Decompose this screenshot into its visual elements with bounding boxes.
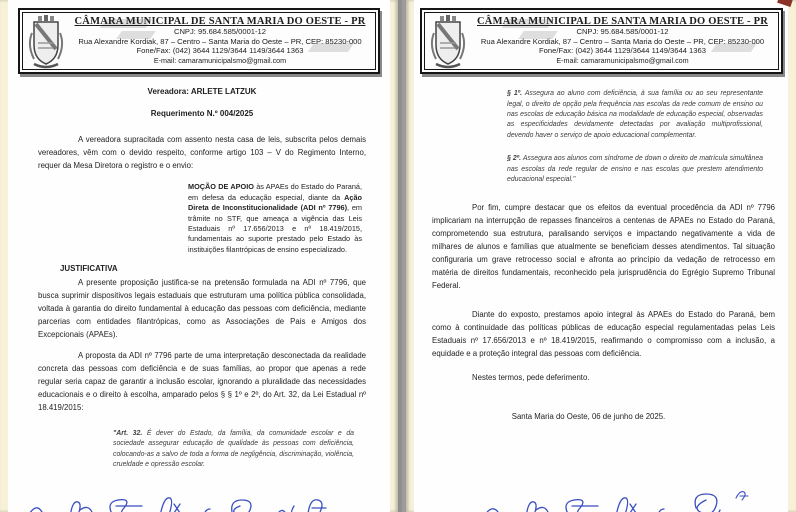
letterhead: [18, 8, 380, 74]
quote-article-label: "Art. 32.: [113, 430, 143, 438]
body-paragraph: Diante do exposto, prestamos apoio integral às APAEs do Estado do Paraná, bem como à continuidade das políticas públicas de educação especial regulamentadas pelas Leis Estaduais nº 17.656/2013 e nº 18.419/2015, reafirmando o compromisso com a inclusão, a equidade e a proteção integral das pessoas com deficiência.: [432, 310, 775, 359]
legal-quote: [507, 154, 763, 185]
page-right: [406, 0, 796, 512]
mocao-block: [188, 182, 362, 255]
author-line: Vereadora: ARLETE LATZUK: [147, 87, 257, 97]
legal-quote: [507, 89, 763, 141]
letterhead-inner: [424, 12, 779, 70]
legal-quote: [113, 429, 354, 470]
quote-paragraph-label: § 2º.: [507, 155, 522, 163]
signatures: [414, 486, 788, 512]
intro-paragraph: A vereadora supracitada com assento nesta casa de leis, subscrita pelos demais vereadores, vêm com o devido respeito, conforme artigo 103 – V do Regimento Interno, requer da Mesa Diretora o registro e o envio:: [38, 135, 366, 171]
mocao-text: , em trâmite no STF, que ameaça a vigência das Leis Estaduais nº 17.656/2013 e nº 18.419/2015, fundamentais ao suporte prestado pelo Estado às instituições filantrópicas de ensino especializado.: [188, 203, 362, 254]
letterhead-inner: [22, 12, 376, 70]
mocao-title: MOÇÃO DE APOIO: [188, 182, 254, 192]
body-paragraph: Por fim, cumpre destacar que os efeitos da eventual procedência da ADI nº 7796 implicariam na interrupção de repasses financeiros a centenas de APAEs no Estado do Paraná, comprometendo sua estrutura, paralisando serviços e impactando negativamente a vida de milhares de alunos e famílias que atualmente se beneficiam desses atendimentos. Tal situação configuraria um grave retrocesso social e afronta ao princípio da vedação de retrocesso em matéria de direitos fundamentais, reconhecido pela jurisprudência do Egrégio Supremo Tribunal Federal.: [432, 203, 775, 291]
body-paragraph: A proposta da ADI nº 7796 parte de uma interpretação desconectada da realidade concreta das pessoas com deficiência e de suas famílias, ao propor que apenas a rede regular seria capaz de garantir a inclusão escolar, ignorando a pluralidade das necessidades educacionais e o direito à escolha, amparado pelos § § 1º e 2º, do Art. 32, da Lei Estadual nº 18.419/2015:: [38, 351, 366, 413]
letterhead-title: CÂMARA MUNICIPAL DE SANTA MARIA DO OESTE - PR: [74, 16, 366, 27]
quote-text: Assegura aos alunos com síndrome de down o direito de matrícula simultânea nas escolas da rede regular de ensino e nas escolas que prestem atendimento educacional especial.": [507, 155, 764, 183]
sheet-left: [8, 0, 390, 512]
scan-artifact: [777, 0, 793, 7]
quote-paragraph-label: § 1º.: [507, 90, 523, 98]
justificativa-heading: JUSTIFICATIVA: [60, 263, 118, 273]
cnpj-line: CNPJ: 95.684.585/0001-12: [173, 27, 267, 36]
phone-line: Fone/Fax: (042) 3644 1129/3644 1149/3644 1363: [136, 46, 304, 56]
mocao-text: às APAEs do Estado do Paraná, em defesa da educação especial, diante da: [188, 182, 362, 202]
email-line: E-mail: camaramunicipalsmo@gmail.com: [556, 56, 689, 66]
mocao-adi: Ação Direta de Inconstitucionalidade (ADI nº 7796): [188, 192, 362, 213]
quote-text: Assegura ao aluno com deficiência, à sua família ou ao seu representante legal, o direito de opção pela frequência nas escolas da rede comum de ensino ou nas escolas de educação básica na modalidade de educação especial, observadas as especificidades devidamente detectadas por avaliação multiprofissional, devendo haver o serviço de apoio educacional complementar.: [507, 90, 763, 139]
email-line: E-mail: camaramunicipalsmo@gmail.com: [153, 56, 287, 66]
date-line: Santa Maria do Oeste, 06 de junho de 2025.: [511, 412, 666, 422]
letterhead-title: CÂMARA MUNICIPAL DE SANTA MARIA DO OESTE - PR: [477, 16, 768, 27]
address-line: Rua Alexandre Kordiak, 87 – Centro – Santa Maria do Oeste – PR, CEP: 85230-000: [78, 36, 362, 46]
sheet-right: [414, 0, 788, 512]
body-paragraph: A presente proposição justifica-se na pretensão formulada na ADI nº 7796, que busca suprimir dispositivos legais estaduais que estruturam uma política pública consolidada, voltada à garantia do direito fundamental à educação das pessoas com deficiência, mediante parcerias com entidades filantrópicas, como as Associações de Pais e Amigos dos Excepcionais (APAEs).: [38, 277, 366, 339]
letterhead: [420, 8, 783, 74]
address-line: Rua Alexandre Kordiak, 87 – Centro – Santa Maria do Oeste – PR, CEP: 85230-000: [480, 36, 765, 46]
signatures: [8, 486, 390, 512]
closing-line: Nestes termos, pede deferimento.: [472, 373, 590, 383]
phone-line: Fone/Fax: (042) 3644 1129/3644 1149/3644 1363: [539, 46, 706, 56]
page-gap: [398, 0, 402, 512]
coat-of-arms-icon: [26, 15, 66, 70]
coat-of-arms-icon: [428, 15, 468, 70]
quote-text: É dever do Estado, da família, da comunidade escolar e da sociedade assegurar educação de qualidade às pessoas com deficiência, colocando-as a salvo de toda a forma de negligência, discriminação, violência, crueldade e opressão escolar.: [113, 430, 354, 469]
cnpj-line: CNPJ: 95.684.585/0001-12: [576, 27, 669, 36]
document-number: Requerimento N.º 004/2025: [150, 109, 254, 119]
